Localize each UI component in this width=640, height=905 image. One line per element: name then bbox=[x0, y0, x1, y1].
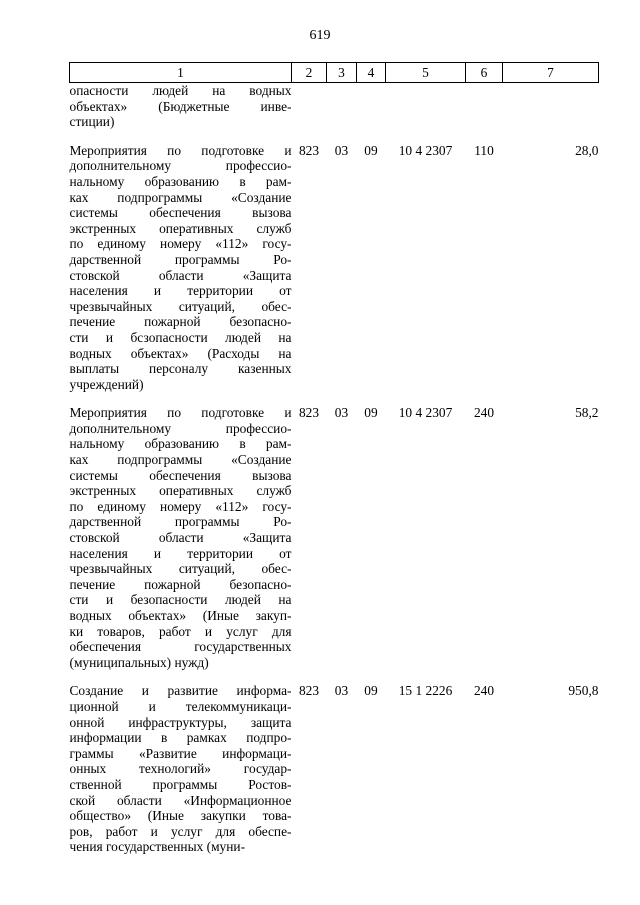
description-line: опасности людей на водных bbox=[69, 83, 292, 98]
description-line: онных технологий» государ- bbox=[69, 761, 292, 777]
description-line: граммы «Развитие информаци- bbox=[69, 745, 292, 761]
description-line: населения и территории от bbox=[69, 283, 292, 299]
row-spacer bbox=[70, 130, 599, 143]
description-line: дарственной программы Ро- bbox=[69, 514, 292, 530]
table-row bbox=[70, 683, 599, 855]
description-line: печение пожарной безопасно- bbox=[69, 314, 292, 330]
description-line: (муниципальных) нужд) bbox=[69, 654, 209, 670]
description-line: экстренных оперативных служб bbox=[69, 220, 292, 236]
cell-ministry-code: 823 bbox=[298, 405, 320, 421]
cell-target-article bbox=[386, 83, 466, 130]
description-line: водных объектах» (Иные закуп- bbox=[69, 608, 292, 623]
cell-amount: 950,8 bbox=[568, 683, 599, 699]
header-col-1: 1 bbox=[70, 63, 292, 83]
description-line: по единому номеру «112» госу- bbox=[69, 236, 292, 252]
description-line: по единому номеру «112» госу- bbox=[69, 498, 292, 514]
description-line: стиции) bbox=[69, 114, 115, 130]
description-line: учреждений) bbox=[69, 376, 144, 392]
row-description bbox=[70, 683, 292, 855]
row-description bbox=[70, 405, 292, 670]
description-line: ской области «Информационное bbox=[69, 792, 292, 808]
header-col-3: 3 bbox=[327, 63, 357, 83]
cell-subsection bbox=[357, 83, 386, 130]
budget-table bbox=[69, 62, 599, 855]
description-line: экстренных оперативных служб bbox=[69, 483, 292, 499]
cell-amount bbox=[503, 83, 599, 130]
description-line: системы обеспечения вызова bbox=[69, 205, 292, 221]
description-line: ственной программы Ростов- bbox=[69, 776, 292, 792]
header-row bbox=[70, 63, 599, 83]
row-spacer bbox=[70, 670, 599, 683]
description-line: онной инфраструктуры, защита bbox=[69, 714, 292, 730]
description-line: выплаты персоналу казенных bbox=[69, 361, 292, 377]
cell-ministry-code bbox=[292, 83, 327, 130]
description-line: нальному образованию в рам- bbox=[69, 436, 292, 452]
row-description bbox=[70, 83, 292, 130]
description-line: обеспечения государственных bbox=[69, 639, 292, 655]
description-line: информации в рамках подпро- bbox=[69, 730, 292, 746]
row-spacer-cell bbox=[70, 392, 599, 405]
table-body bbox=[70, 83, 599, 855]
header-col-2: 2 bbox=[292, 63, 327, 83]
cell-expense-type bbox=[466, 83, 503, 130]
cell-target-article: 10 4 2307 bbox=[398, 405, 453, 421]
cell-expense-type: 110 bbox=[474, 142, 494, 158]
description-line: дополнительному профессио- bbox=[69, 158, 292, 174]
description-line: сти и безопасности людей на bbox=[69, 592, 292, 608]
description-line: чения государственных (муни- bbox=[69, 839, 246, 855]
cell-subsection: 09 bbox=[364, 683, 378, 699]
description-line: водных объектах» (Расходы на bbox=[69, 345, 292, 361]
cell-expense-type: 240 bbox=[473, 683, 495, 699]
description-line: системы обеспечения вызова bbox=[69, 467, 292, 483]
cell-target-article: 10 4 2307 bbox=[398, 142, 453, 158]
row-spacer bbox=[70, 392, 599, 405]
description-line: нальному образованию в рам- bbox=[69, 173, 292, 189]
cell-subsection: 09 bbox=[364, 405, 378, 421]
description-line: ционной и телекоммуникаци- bbox=[69, 698, 292, 714]
description-line: общество» (Иные закупки това- bbox=[69, 808, 292, 824]
description-line: ки товаров, работ и услуг для bbox=[69, 623, 292, 639]
description-line: дополнительному профессио- bbox=[69, 420, 292, 436]
description-line: Мероприятия по подготовке и bbox=[69, 142, 292, 158]
cell-amount: 58,2 bbox=[575, 405, 599, 421]
cell-section: 03 bbox=[334, 142, 349, 158]
header-col-6: 6 bbox=[466, 63, 503, 83]
description-line: Мероприятия по подготовке и bbox=[69, 405, 292, 421]
description-line: населения и территории от bbox=[69, 545, 292, 561]
header-col-7: 7 bbox=[503, 63, 599, 83]
description-line: ках подпрограммы «Создание bbox=[69, 189, 292, 205]
description-line: стовской области «Защита bbox=[69, 267, 292, 283]
description-line: дарственной программы Ро- bbox=[69, 251, 292, 267]
description-line: стовской области «Защита bbox=[69, 530, 292, 546]
description-line: объектах» (Бюджетные инве- bbox=[69, 98, 292, 114]
cell-ministry-code: 823 bbox=[298, 683, 320, 699]
cell-expense-type: 240 bbox=[473, 405, 495, 421]
header-col-4: 4 bbox=[357, 63, 386, 83]
cell-ministry-code: 823 bbox=[298, 142, 320, 158]
page-number: 619 bbox=[309, 28, 331, 43]
cell-section: 03 bbox=[334, 683, 349, 699]
cell-subsection: 09 bbox=[364, 142, 378, 158]
description-line: Создание и развитие информа- bbox=[69, 683, 292, 699]
table-row bbox=[70, 143, 599, 393]
description-line: ров, работ и услуг для обеспе- bbox=[69, 823, 292, 839]
description-line: чрезвычайных ситуаций, обес- bbox=[69, 561, 292, 577]
cell-section bbox=[327, 83, 357, 130]
row-spacer-cell bbox=[70, 130, 599, 143]
row-description bbox=[70, 143, 292, 393]
description-line: сти и бсзопасности людей на bbox=[69, 329, 292, 345]
table-row bbox=[70, 405, 599, 670]
row-spacer-cell bbox=[70, 670, 599, 683]
cell-section: 03 bbox=[334, 405, 349, 421]
table-row bbox=[70, 83, 599, 130]
cell-target-article: 15 1 2226 bbox=[398, 683, 453, 699]
cell-amount: 28,0 bbox=[575, 142, 599, 158]
description-line: чрезвычайных ситуаций, обес- bbox=[69, 298, 292, 314]
description-line: ках подпрограммы «Создание bbox=[69, 452, 292, 468]
header-col-5: 5 bbox=[386, 63, 466, 83]
description-line: печение пожарной безопасно- bbox=[69, 576, 292, 592]
